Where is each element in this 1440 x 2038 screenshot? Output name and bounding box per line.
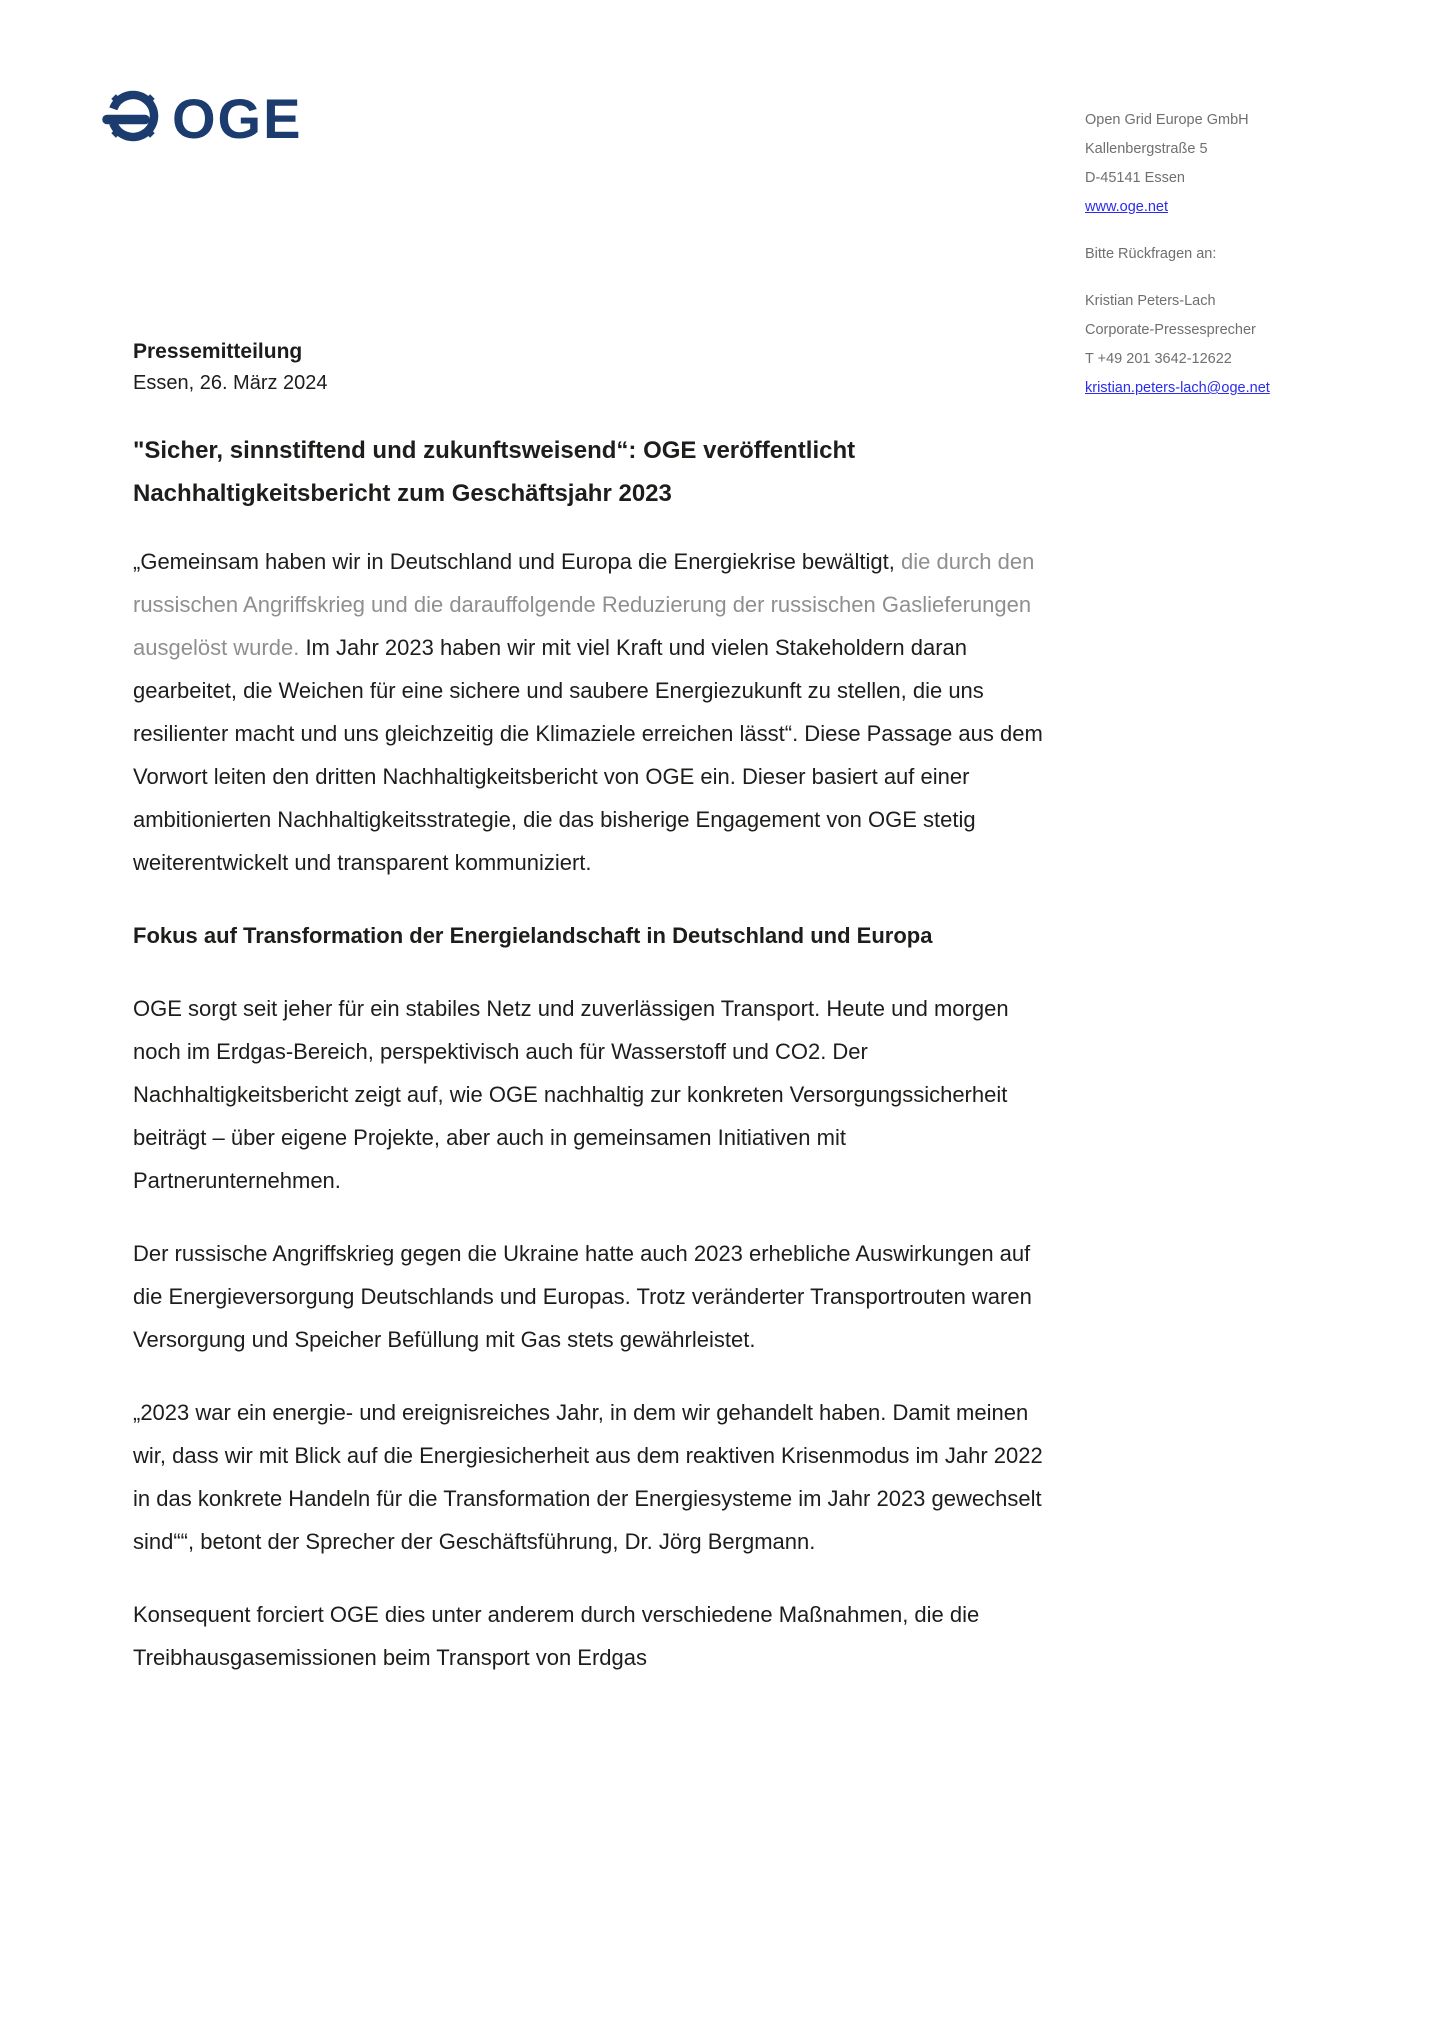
company-name: Open Grid Europe GmbH	[1085, 112, 1249, 128]
inquiries-label: Bitte Rückfragen an:	[1085, 246, 1217, 262]
company-street: Kallenbergstraße 5	[1085, 141, 1208, 157]
oge-logo-text: OGE	[172, 87, 303, 148]
oge-logo-icon	[100, 82, 315, 148]
contact-sidebar	[1085, 106, 1385, 403]
paragraph-text: Fokus auf Transformation der Energielandschaft in Deutschland und Europa	[133, 923, 933, 948]
body-paragraph	[133, 1391, 1053, 1563]
contact-email-link[interactable]: kristian.peters-lach@oge.net	[1085, 380, 1270, 396]
paragraph-text: Konsequent forciert OGE dies unter anderem durch verschiedene Maßnahmen, die die Treibhausgasemissionen beim Transport von Erdgas	[133, 1602, 980, 1670]
paragraph-text: „Gemeinsam haben wir in Deutschland und Europa die Energiekrise bewältigt,	[133, 549, 901, 574]
body-paragraph	[133, 540, 1053, 884]
paragraph-text: „2023 war ein energie- und ereignisreiches Jahr, in dem wir gehandelt haben. Damit meinen wir, dass wir mit Blick auf die Energiesicherheit aus dem reaktiven Krisenmodus im Jahr 2022 in das konkrete Handeln für die Transformation der Energiesysteme im Jahr 2023 gewechselt sind““, betont der Sprecher der Geschäftsführung, Dr. Jörg Bergmann.	[133, 1400, 1043, 1554]
company-city: D-45141 Essen	[1085, 170, 1185, 186]
body-paragraph	[133, 1593, 1053, 1679]
document-headline: "Sicher, sinnstiftend und zukunftsweisend“: OGE veröffentlicht Nachhaltigkeitsbericht zum Geschäftsjahr 2023	[133, 437, 856, 507]
contact-phone: T +49 201 3642-12622	[1085, 351, 1232, 367]
document-kicker: Pressemitteilung	[133, 340, 303, 363]
contact-role: Corporate-Pressesprecher	[1085, 322, 1256, 338]
document-dateline: Essen, 26. März 2024	[133, 372, 328, 394]
contact-name: Kristian Peters-Lach	[1085, 293, 1216, 309]
paragraph-text: Im Jahr 2023 haben wir mit viel Kraft und vielen Stakeholdern daran gearbeitet, die Weichen für eine sichere und saubere Energiezukunft zu stellen, die uns resilienter macht und uns gleichzeitig die Klimaziele erreichen lässt“. Diese Passage aus dem Vorwort leiten den dritten Nachhaltigkeitsbericht von OGE ein. Dieser basiert auf einer ambitionierten Nachhaltigkeitsstrategie, die das bisherige Engagement von OGE stetig weiterentwickelt und transparent kommuniziert.	[133, 635, 1043, 875]
paragraph-text: Der russische Angriffskrieg gegen die Ukraine hatte auch 2023 erhebliche Auswirkungen auf die Energieversorgung Deutschlands und Europas. Trotz veränderter Transportrouten waren Versorgung und Speicher Befüllung mit Gas stets gewährleistet.	[133, 1241, 1032, 1352]
company-website-link[interactable]: www.oge.net	[1085, 199, 1169, 215]
document-body	[133, 337, 1053, 1709]
body-blocks	[133, 540, 1053, 1679]
body-paragraph	[133, 1232, 1053, 1361]
oge-logo	[100, 82, 315, 148]
paragraph-text: OGE sorgt seit jeher für ein stabiles Netz und zuverlässigen Transport. Heute und morgen noch im Erdgas-Bereich, perspektivisch auch für Wasserstoff und CO2. Der Nachhaltigkeitsbericht zeigt auf, wie OGE nachhaltig zur konkreten Versorgungssicherheit beiträgt – über eigene Projekte, aber auch in gemeinsamen Initiativen mit Partnerunternehmen.	[133, 996, 1009, 1193]
body-paragraph	[133, 987, 1053, 1202]
paragraph-text-muted: die durch den russischen Angriffskrieg und die darauffolgende Reduzierung der russischen Gaslieferungen ausgelöst wurde.	[133, 549, 1035, 660]
section-subheading	[133, 914, 1053, 957]
